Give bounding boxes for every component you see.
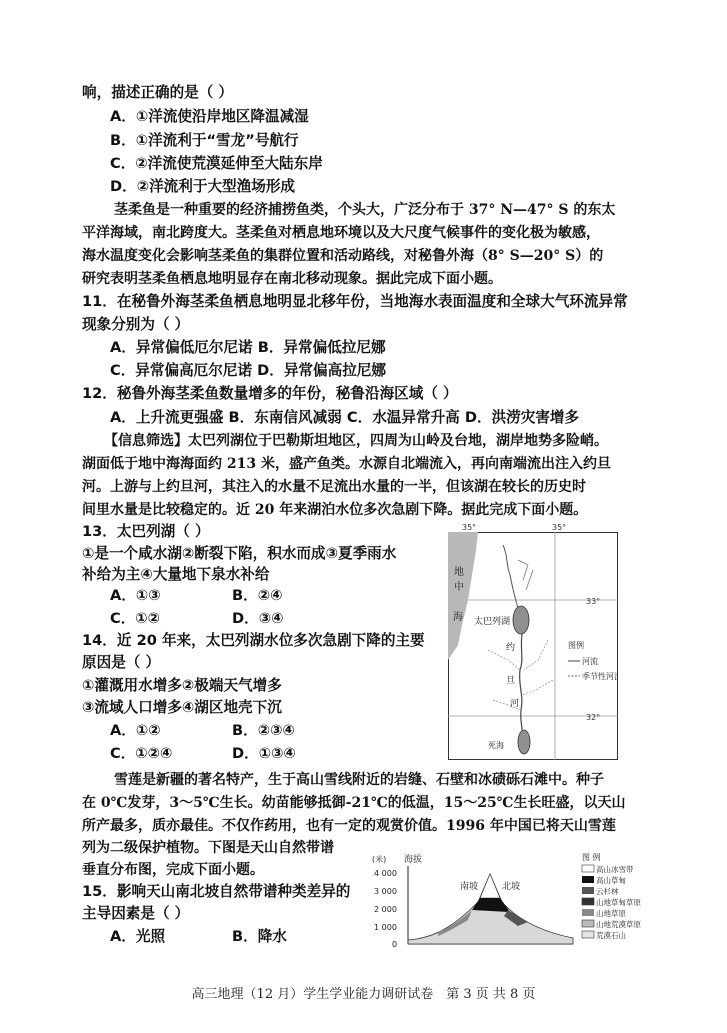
meadow-zone <box>472 898 510 912</box>
river-label: 约 <box>506 643 516 653</box>
lon-label: 35° <box>552 523 567 532</box>
paragraph-line: 间里水量是比较稳定的。近 20 年来湖泊水位多次急剧下降。据此完成下面小题。 <box>82 502 588 518</box>
option-c: C．①②④ <box>110 745 173 762</box>
map-frame <box>449 533 618 760</box>
legend-swatch <box>582 887 594 894</box>
question-14-stem: ①灌溉用水增多②极端天气增多 <box>82 677 282 694</box>
lat-label: 33° <box>586 597 601 606</box>
option-c: C．①② <box>110 610 161 627</box>
legend-title: 图例 <box>568 641 584 650</box>
question-13-stem: ①是一个咸水湖②断裂下陷，积水而成③夏季雨水 <box>82 545 397 562</box>
dead-sea <box>518 730 530 754</box>
sea-label: 中 <box>454 582 464 593</box>
legend-swatch <box>582 931 594 938</box>
legend-label: 山地草原 <box>596 909 626 918</box>
paragraph-line: 在 0℃发芽，3～5℃生长。幼苗能够抵御-21℃的低温，15～25℃生长旺盛，以天山 <box>82 795 626 811</box>
river-label: 河 <box>510 699 520 709</box>
sea-label: 地 <box>454 567 464 578</box>
y-unit: (米) <box>372 855 387 864</box>
legend-swatch <box>582 865 594 872</box>
question-14-cont: 原因是（ ） <box>82 654 161 671</box>
lake-map-figure <box>448 520 618 760</box>
paragraph-line: 茎柔鱼是一种重要的经济捕捞鱼类，个头大，广泛分布于 37° N—47° S 的东太 <box>114 202 616 218</box>
question-15: 15．影响天山南北坡自然带谱种类差异的 <box>82 883 351 900</box>
option-line: C．异常偏高厄尔尼诺 D．异常偏高拉尼娜 <box>110 362 387 379</box>
question-14: 14．近 20 年来，太巴列湖水位多次急剧下降的主要 <box>82 632 425 649</box>
option-a: A．①② <box>110 722 161 739</box>
legend-title: 图 例 <box>582 853 601 862</box>
legend-swatch <box>582 898 594 905</box>
paragraph-line: 雪莲是新疆的著名特产，生于高山雪线附近的岩缝、石壁和冰碛砾石滩中。种子 <box>114 772 604 788</box>
paragraph-line: 湖面低于地中海海面约 213 米，盛产鱼类。水源自北端流入，再向南端流出注入约旦 <box>82 456 611 472</box>
option-a: A．光照 <box>110 928 166 945</box>
dead-sea-label: 死海 <box>488 741 504 750</box>
option-b: B．②③④ <box>232 722 295 739</box>
page-footer: 高三地理（12 月）学生学业能力调研试卷 第 3 页 共 8 页 <box>191 987 536 1002</box>
question-15-cont: 主导因素是（ ） <box>82 905 190 922</box>
y-tick: 0 <box>392 940 398 949</box>
option-b: B．②④ <box>232 587 283 604</box>
y-tick: 1 000 <box>374 923 397 932</box>
question-12: 12．秘鲁外海茎柔鱼数量增多的年份，秘鲁沿海区域（ ） <box>82 385 458 402</box>
north-slope-label: 北坡 <box>502 882 521 892</box>
lake-label: 太巴列湖 <box>474 617 511 627</box>
sea-label: 海 <box>453 612 463 623</box>
south-slope-label: 南坡 <box>460 882 479 892</box>
y-tick: 3 000 <box>374 887 397 896</box>
legend-label: 高山冰雪带 <box>596 865 634 874</box>
legend-label: 高山草甸 <box>596 876 626 885</box>
question-14-stem: ③流域人口增多④湖区地壳下沉 <box>82 699 282 716</box>
option-b: B．降水 <box>232 928 287 945</box>
question-11-cont: 现象分别为（ ） <box>82 316 190 333</box>
option-line: A．异常偏低厄尔尼诺 B．异常偏低拉尼娜 <box>110 339 386 356</box>
lon-label: 35° <box>462 523 477 532</box>
legend-label: 荒漠石山 <box>596 931 626 940</box>
tianshan-zonation-figure <box>368 852 648 952</box>
legend-swatch <box>582 920 594 927</box>
question-13: 13．太巴列湖（ ） <box>82 523 210 540</box>
option-c: C．②洋流使荒漠延伸至大陆东岸 <box>110 155 323 172</box>
legend-label: 季节性河流 <box>582 672 618 681</box>
question-13-stem: 补给为主④大量地下泉水补给 <box>82 566 270 583</box>
y-title: 海拔 <box>404 855 423 865</box>
paragraph-line: 所产最多，质亦最佳。不仅作药用，也有一定的观赏价值。1996 年中国已将天山雪莲 <box>82 818 616 834</box>
option-d: D．③④ <box>232 610 284 627</box>
y-tick: 2 000 <box>374 905 397 914</box>
legend-label: 山地草甸草原 <box>596 898 641 907</box>
paragraph-line: 海水温度变化会影响茎柔鱼的集群位置和活动路线，对秘鲁外海（8° S—20° S）的 <box>82 248 604 264</box>
paragraph-line: 河。上游与上约旦河，其注入的水量不足流出水量的一半，但该湖在较长的历史时 <box>82 479 586 495</box>
legend-label: 山地荒漠草原 <box>596 920 641 929</box>
y-tick: 4 000 <box>374 869 397 878</box>
paragraph-line: 【信息筛选】太巴列湖位于巴勒斯坦地区，四周为山岭及台地，湖岸地势多险峭。 <box>104 433 608 449</box>
paragraph-line: 平洋海域，南北跨度大。茎柔鱼对栖息地环境以及大尺度气候事件的变化极为敏感， <box>82 225 600 241</box>
option-line: A．上升流更强盛 B．东南信风减弱 C．水温异常升高 D．洪涝灾害增多 <box>110 409 580 426</box>
legend-label: 河流 <box>582 657 598 666</box>
lake-galilee <box>513 606 529 634</box>
option-b: B．①洋流利于“雪龙”号航行 <box>110 132 299 149</box>
option-d: D．②洋流利于大型渔场形成 <box>110 178 296 195</box>
legend-label: 云杉林 <box>596 887 619 896</box>
snow-zone <box>480 874 500 898</box>
option-d: D．①③④ <box>232 745 296 762</box>
question-11: 11．在秘鲁外海茎柔鱼栖息地明显北移年份，当地海水表面温度和全球大气环流异常 <box>82 293 628 310</box>
legend-swatch <box>582 909 594 916</box>
text-line: 响，描述正确的是（ ） <box>82 84 234 101</box>
option-a: A．①③ <box>110 587 161 604</box>
river-label: 旦 <box>506 676 516 686</box>
legend-swatch <box>582 876 594 883</box>
legend-items <box>582 864 641 940</box>
paragraph-line: 垂直分布图，完成下面小题。 <box>82 862 264 878</box>
option-a: A．①洋流使沿岸地区降温减湿 <box>110 108 309 125</box>
paragraph-line: 列为二级保护植物。下图是天山自然带谱 <box>82 840 334 856</box>
paragraph-line: 研究表明茎柔鱼栖息地明显存在南北移动现象。据此完成下面小题。 <box>82 271 502 287</box>
lat-label: 32° <box>586 713 601 722</box>
